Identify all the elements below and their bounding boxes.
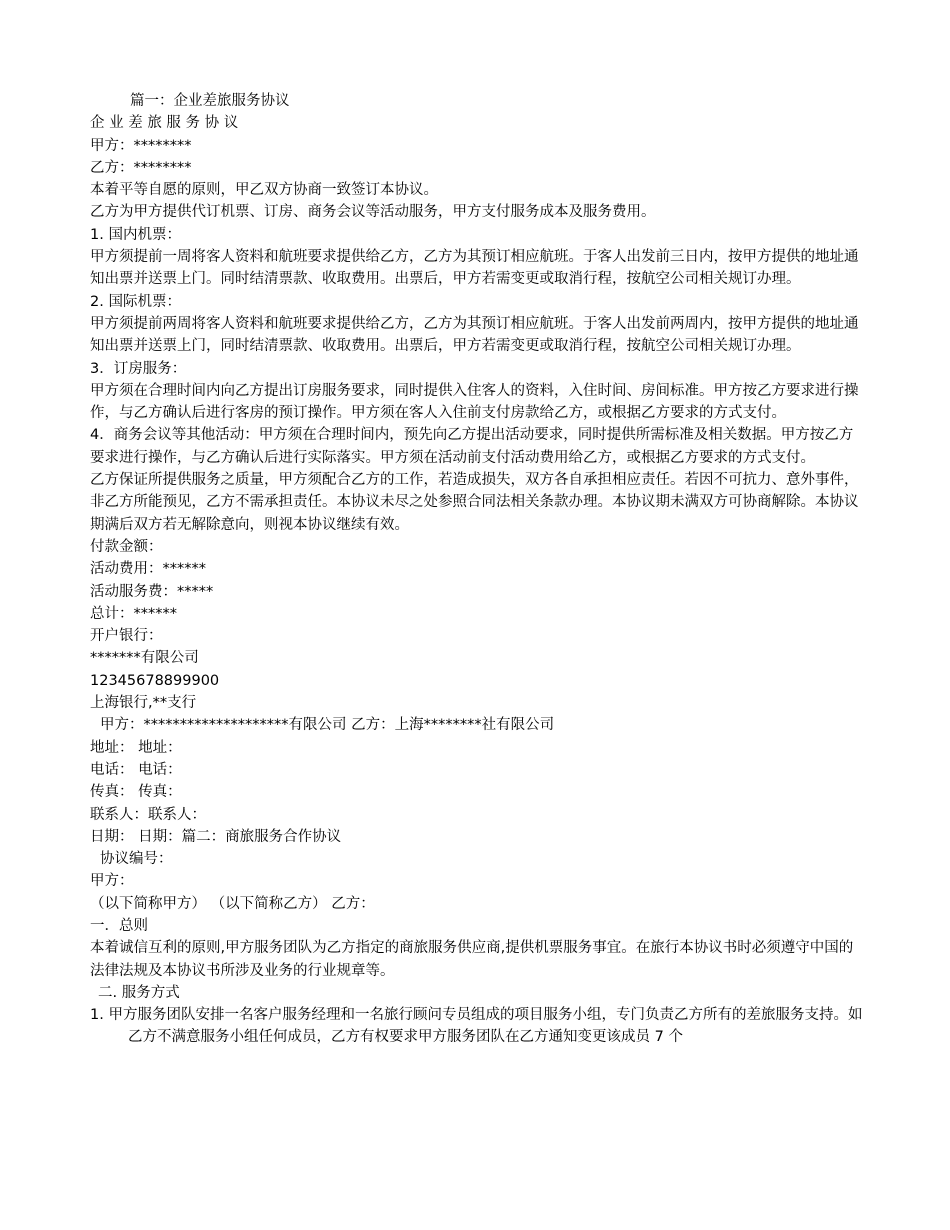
text-line: 协议编号： [100, 851, 173, 868]
text-line: 甲方：********************有限公司 乙方：上海********社有限公司 [100, 717, 555, 734]
text-line: 乙方为甲方提供代订机票、订房、商务会议等活动服务，甲方支付服务成本及服务费用。 [90, 204, 656, 221]
text-line: 企 业 差 旅 服 务 协 议 [90, 115, 239, 132]
text-line: 甲方须在合理时间内向乙方提出订房服务要求，同时提供入住客人的资料，入住时间、房间标准。甲方按乙方要求进行操作，与乙方确认后进行客房的预订操作。甲方须在客人入住前支付房款给乙方，或根据乙方要求的方式支付。 [90, 382, 859, 422]
text-line: 篇一：企业差旅服务协议 [130, 93, 290, 109]
text-line: 乙方：******** [90, 159, 192, 176]
text-line: 上海银行,**支行 [90, 695, 197, 712]
text-line: 甲方：******** [90, 137, 192, 154]
text-line: 付款金额： [90, 538, 163, 555]
text-line: 本着诚信互利的原则,甲方服务团队为乙方指定的商旅服务供应商,提供机票服务事宜。在旅行本协议书时必须遵守中国的法律法规及本协议书所涉及业务的行业规章等。 [90, 940, 854, 979]
document-body [90, 90, 865, 1049]
text-line: 甲方： [90, 873, 134, 890]
text-line: 开户银行： [90, 628, 163, 645]
text-line: 乙方保证所提供服务之质量，甲方须配合乙方的工作，若造成损失，双方各自承担相应责任。若因不可抗力、意外事件，非乙方所能预见，乙方不需承担责任。本协议未尽之处参照合同法相关条款办理。本协议期未满双方可协商解除。本协议期满后双方若无解除意向，则视本协议继续有效。 [90, 472, 859, 533]
text-line: 一．总则 [90, 917, 148, 934]
text-line: （以下简称甲方） （以下简称乙方） 乙方： [90, 895, 375, 912]
text-line: 甲方须提前一周将客人资料和航班要求提供给乙方，乙方为其预订相应航班。于客人出发前三日内，按甲方提供的地址通知出票并送票上门。同时结清票款、收取费用。出票后，甲方若需变更或取消行程，按航空公司相关规订办理。 [90, 249, 859, 288]
text-line: 联系人：联系人： [90, 806, 206, 823]
text-line: 本着平等自愿的原则，甲乙双方协商一致签订本协议。 [90, 182, 438, 199]
text-line: 12345678899900 [90, 672, 220, 689]
text-line: *******有限公司 [90, 650, 199, 667]
text-line: 1. 国内机票： [90, 226, 181, 243]
text-line: 传真： 传真： [90, 784, 182, 801]
text-line: 二. 服务方式 [98, 984, 180, 1001]
text-line: 总计：****** [90, 605, 177, 622]
text-line: 地址： 地址： [90, 739, 182, 756]
text-line: 3．订房服务： [90, 360, 187, 377]
text-line: 2. 国际机票： [90, 293, 181, 310]
text-line: 1. 甲方服务团队安排一名客户服务经理和一名旅行顾问专员组成的项目服务小组，专门负责乙方所有的差旅服务支持。如乙方不满意服务小组任何成员，乙方有权要求甲方服务团队在乙方通知变更该成员 7 个 [90, 1007, 863, 1046]
text-line: 活动费用：****** [90, 561, 206, 578]
text-line: 甲方须提前两周将客人资料和航班要求提供给乙方，乙方为其预订相应航班。于客人出发前两周内，按甲方提供的地址通知出票并送票上门，同时结清票款、收取费用。出票后，甲方若需变更或取消行程，按航空公司相关规订办理。 [90, 315, 859, 355]
text-line: 日期： 日期：篇二：商旅服务合作协议 [90, 828, 342, 845]
text-line: 活动服务费：***** [90, 583, 214, 600]
text-line: 4．商务会议等其他活动：甲方须在合理时间内，预先向乙方提出活动要求，同时提供所需标准及相关数据。甲方按乙方要求进行操作，与乙方确认后进行实际落实。甲方须在活动前支付活动费用给乙方，或根据乙方要求的方式支付。 [90, 427, 854, 466]
text-line: 电话： 电话： [90, 761, 182, 778]
